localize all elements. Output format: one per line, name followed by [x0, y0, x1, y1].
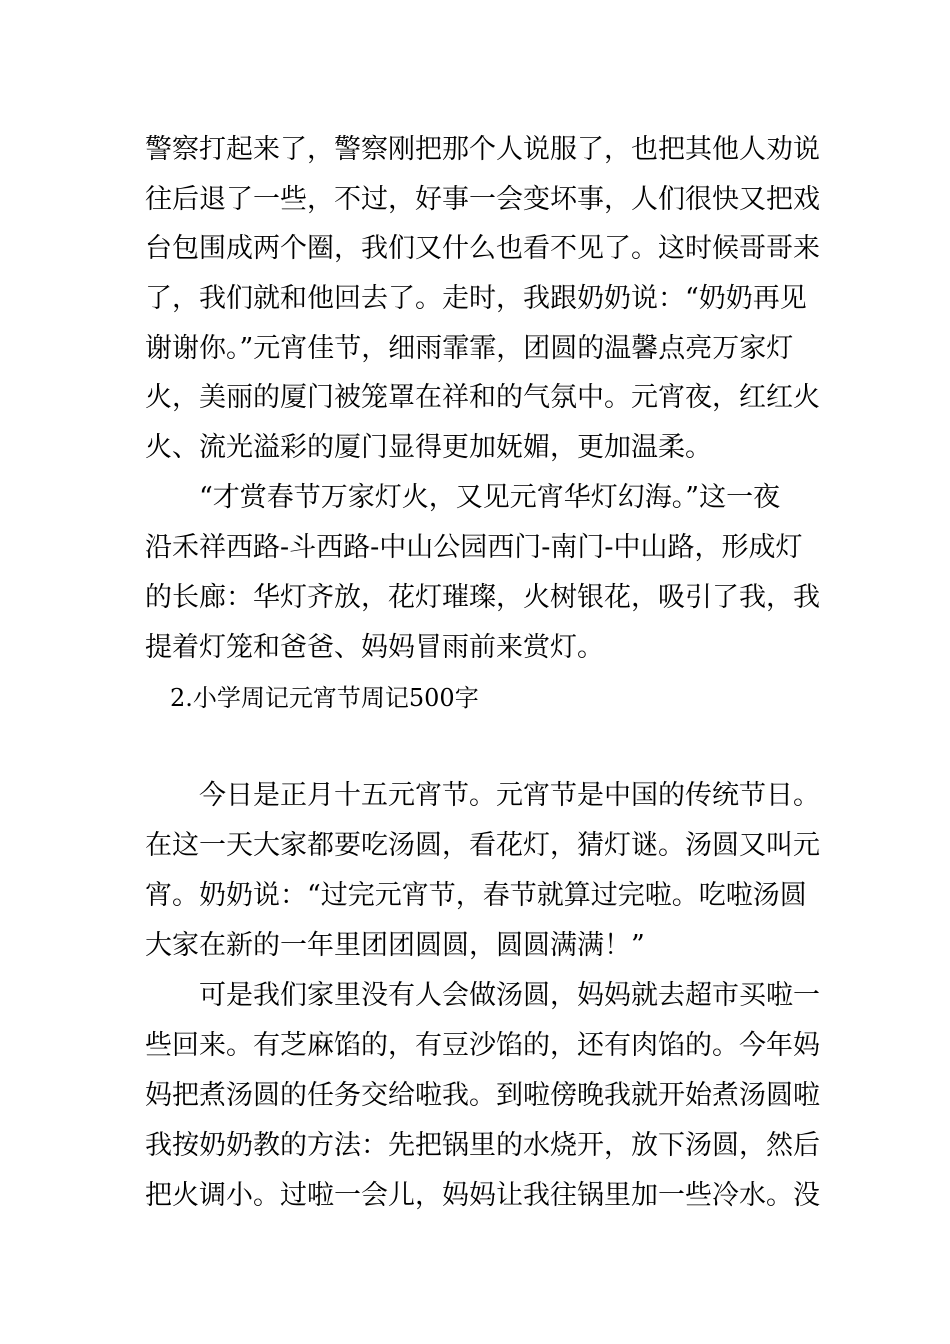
text-line: 提着灯笼和爸爸、妈妈冒雨前来赏灯。 — [145, 632, 604, 663]
text-line: 火、流光溢彩的厦门显得更加妩媚，更加温柔。 — [145, 432, 712, 463]
text-line: “才赏春节万家灯火，又见元宵华灯幻海。”这一夜 — [145, 482, 781, 513]
text-line: 沿禾祥西路-斗西路-中山公园西门-南门-中山路，形成灯 — [145, 532, 803, 563]
text-line: 了，我们就和他回去了。走时，我跟奶奶说：“奶奶再见 — [145, 283, 807, 314]
text-line: 我按奶奶教的方法：先把锅里的水烧开，放下汤圆，然后 — [145, 1130, 820, 1161]
text-line: 警察打起来了，警察刚把那个人说服了，也把其他人劝说 — [145, 134, 820, 165]
text-line: 把火调小。过啦一会儿，妈妈让我往锅里加一些冷水。没 — [145, 1180, 820, 1211]
text-line: 宵。奶奶说：“过完元宵节，春节就算过完啦。吃啦汤圆 — [145, 880, 807, 911]
text-line: 些回来。有芝麻馅的，有豆沙馅的，还有肉馅的。今年妈 — [145, 1030, 820, 1061]
text-line: 在这一天大家都要吃汤圆，看花灯，猜灯谜。汤圆又叫元 — [145, 830, 820, 861]
text-line: 火，美丽的厦门被笼罩在祥和的气氛中。元宵夜，红红火 — [145, 382, 820, 413]
text-line: 妈把煮汤圆的任务交给啦我。到啦傍晚我就开始煮汤圆啦 — [145, 1080, 820, 1111]
text-line: 的长廊：华灯齐放，花灯璀璨，火树银花，吸引了我，我 — [145, 582, 820, 613]
section-heading: 2.小学周记元宵节周记500字 — [170, 684, 479, 712]
text-line: 往后退了一些，不过，好事一会变坏事，人们很快又把戏 — [145, 184, 820, 215]
text-line: 可是我们家里没有人会做汤圆，妈妈就去超市买啦一 — [145, 980, 820, 1011]
text-line: 谢谢你。”元宵佳节，细雨霏霏，团圆的温馨点亮万家灯 — [145, 333, 794, 364]
text-line: 台包围成两个圈，我们又什么也看不见了。这时候哥哥来 — [145, 233, 820, 264]
text-line: 今日是正月十五元宵节。元宵节是中国的传统节日。 — [145, 780, 820, 811]
text-line: 大家在新的一年里团团圆圆，圆圆满满！” — [145, 930, 645, 961]
